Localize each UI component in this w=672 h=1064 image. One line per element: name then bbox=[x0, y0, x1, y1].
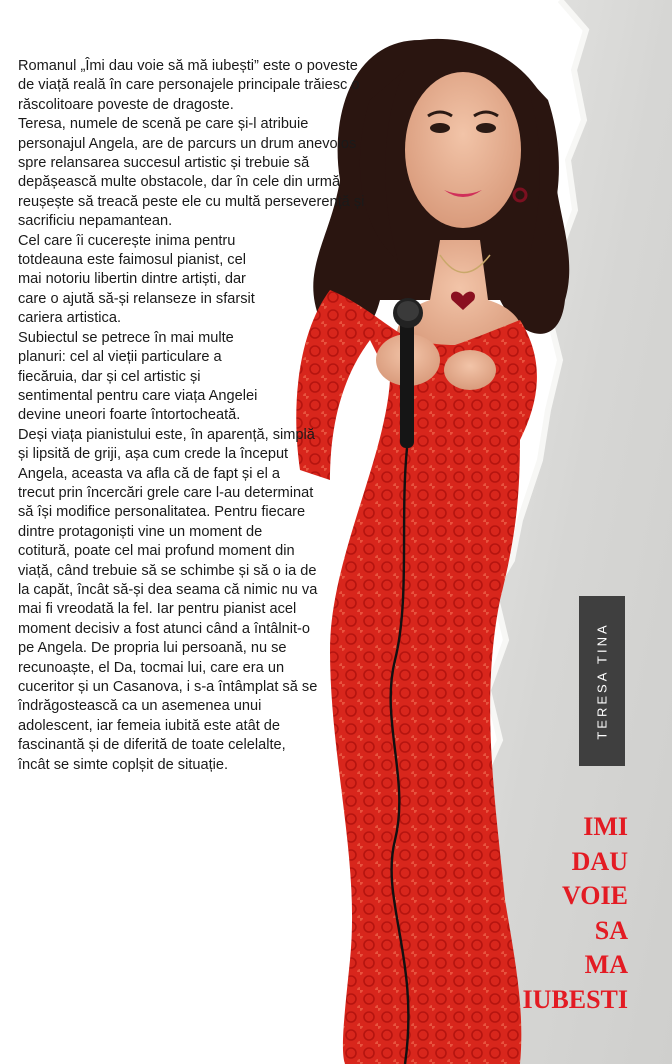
title-word: MA bbox=[584, 950, 628, 979]
article-body bbox=[18, 57, 370, 775]
paragraph-subject: Subiectul se petrece în mai multe planuri: cel al vieții particulare a fiecăruia, dar și cel artistic și sentimental pentru care viața Angelei devine uneori foarte întortocheată. bbox=[18, 329, 258, 424]
author-name: TERESA TINA bbox=[594, 622, 610, 740]
title-word: IMI bbox=[583, 812, 628, 841]
book-title bbox=[478, 810, 628, 1017]
title-word: IUBESTI bbox=[522, 984, 628, 1014]
paragraph-pianist: Cel care îi cucerește inima pentru totdeauna este faimosul pianist, cel mai notoriu libertin dintre artiști, dar care o ajută să-și relanseze in sfarsit cariera artistica. bbox=[18, 232, 255, 327]
paragraph-turning-point: Deși viața pianistului este, în aparență, simplă și lipsită de griji, așa cum crede la început Angela, aceasta va afla că de fapt și el a trecut prin încercări grele care l-au determinat să își modifice personalitatea. Pentru fiecare dintre protagoniști vine un moment de cotitură, poate cel mai profund moment din viață, când trebuie să se schimbe și să o ia de la capăt, încât să-și dea seama că nimic nu va mai fi vreodată la fel. Iar pentru pianist acel moment decisiv a fost atunci când a întâlnit-o pe Angela. De propria lui persoană, nu se recunoaște, el Da, tocmai lui, care era un cuceritor și un Casanova, i s-a întâmplat să se îndrăgostească ca un asemenea unui adolescent, iar femeia iubită este atât de fascinantă și de diferită de toate celelalte, încât se simte coplșit de situație. bbox=[18, 426, 318, 773]
title-word: VOIE bbox=[562, 881, 628, 910]
author-tag bbox=[579, 596, 625, 766]
paragraph-intro: Romanul „Îmi dau voie să mă iubești” este o poveste de viață reală în care personajele principale trăiesc o răscolitoare poveste de dragoste. bbox=[18, 58, 360, 113]
title-word: SA bbox=[594, 915, 628, 945]
paragraph-teresa: Teresa, numele de scenă pe care și-l atribuie personajul Angela, are de parcurs un drum anevoios spre relansarea succesul artistic și trebuie să depășească multe obstacole, dar în cele din urmă reușește să treacă peste ele cu multă perseverență și sacrificiu nepamantean. bbox=[18, 116, 365, 230]
title-word: DAU bbox=[571, 846, 628, 876]
